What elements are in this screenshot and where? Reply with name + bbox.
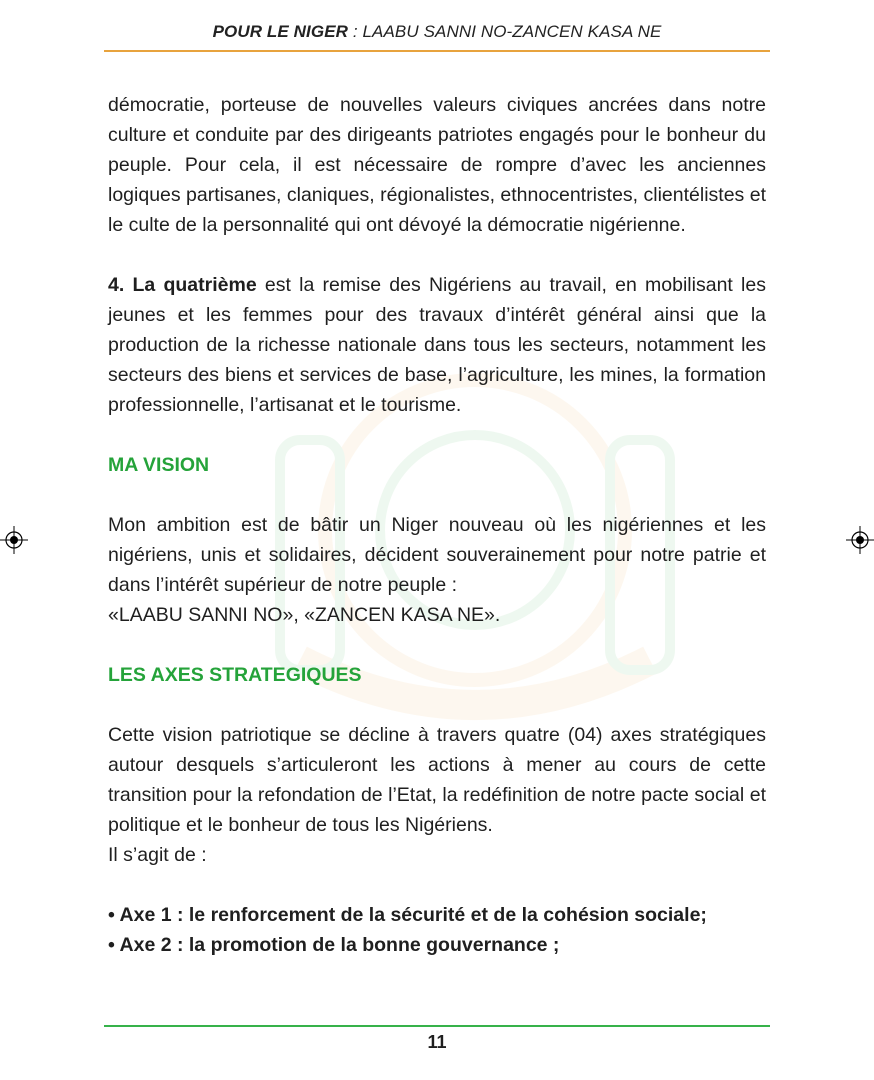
paragraph-text: est la remise des Nigériens au travail, en mobilisant les jeunes et les femmes pour des travaux d’intérêt général ainsi que la production de la richesse nationale dans tous les secteurs, notamment les secteurs des biens et services de base, l’agriculture, les mines, la formation professionnelle, l’artisanat et le tourisme. bbox=[108, 274, 766, 416]
paragraph-democratie: démocratie, porteuse de nouvelles valeurs civiques ancrées dans notre culture et conduite par des dirigeants patriotes engagés pour le bonheur du peuple. Pour cela, il est nécessaire de rompre d’avec les anciennes logiques partisanes, claniques, régionalistes, ethnocentristes, clientélistes et le culte de la personnalité qui ont dévoyé la démocratie nigérienne. bbox=[108, 94, 766, 236]
header-bold: POUR LE NIGER bbox=[212, 22, 349, 41]
paragraph-axes-intro: Il s’agit de : bbox=[108, 844, 207, 866]
paragraph-vision bbox=[108, 510, 766, 630]
section-heading-vision: MA VISION bbox=[108, 454, 210, 476]
section-heading-axes: LES AXES STRATEGIQUES bbox=[108, 664, 362, 686]
header-rule bbox=[104, 50, 770, 52]
list-item: • Axe 2 : la promotion de la bonne gouvernance ; bbox=[108, 934, 560, 956]
footer-rule bbox=[104, 1025, 770, 1027]
registration-mark-icon bbox=[846, 526, 874, 554]
page-number: 11 bbox=[427, 1032, 447, 1052]
paragraph-lead: 4. La quatrième bbox=[108, 274, 257, 296]
axes-list bbox=[108, 900, 766, 960]
paragraph-axes: Cette vision patriotique se décline à travers quatre (04) axes stratégiques autour desquels s’articuleront les actions à mener au cours de cette transition pour la refondation de l’Etat, la redéfinition de notre pacte social et politique et le bonheur de tous les Nigériens. bbox=[108, 724, 766, 836]
paragraph-quatrieme bbox=[108, 270, 766, 420]
registration-mark-icon bbox=[0, 526, 28, 554]
header-rest: : LAABU SANNI NO-ZANCEN KASA NE bbox=[348, 22, 662, 41]
vision-slogan: «LAABU SANNI NO», «ZANCEN KASA NE». bbox=[108, 604, 501, 626]
running-header bbox=[0, 22, 874, 42]
vision-text: Mon ambition est de bâtir un Niger nouveau où les nigériennes et les nigériens, unis et solidaires, décident souverainement pour notre patrie et dans l’intérêt supérieur de notre peuple : bbox=[108, 514, 766, 596]
page-body bbox=[108, 90, 766, 960]
list-item: • Axe 1 : le renforcement de la sécurité et de la cohésion sociale; bbox=[108, 904, 707, 926]
